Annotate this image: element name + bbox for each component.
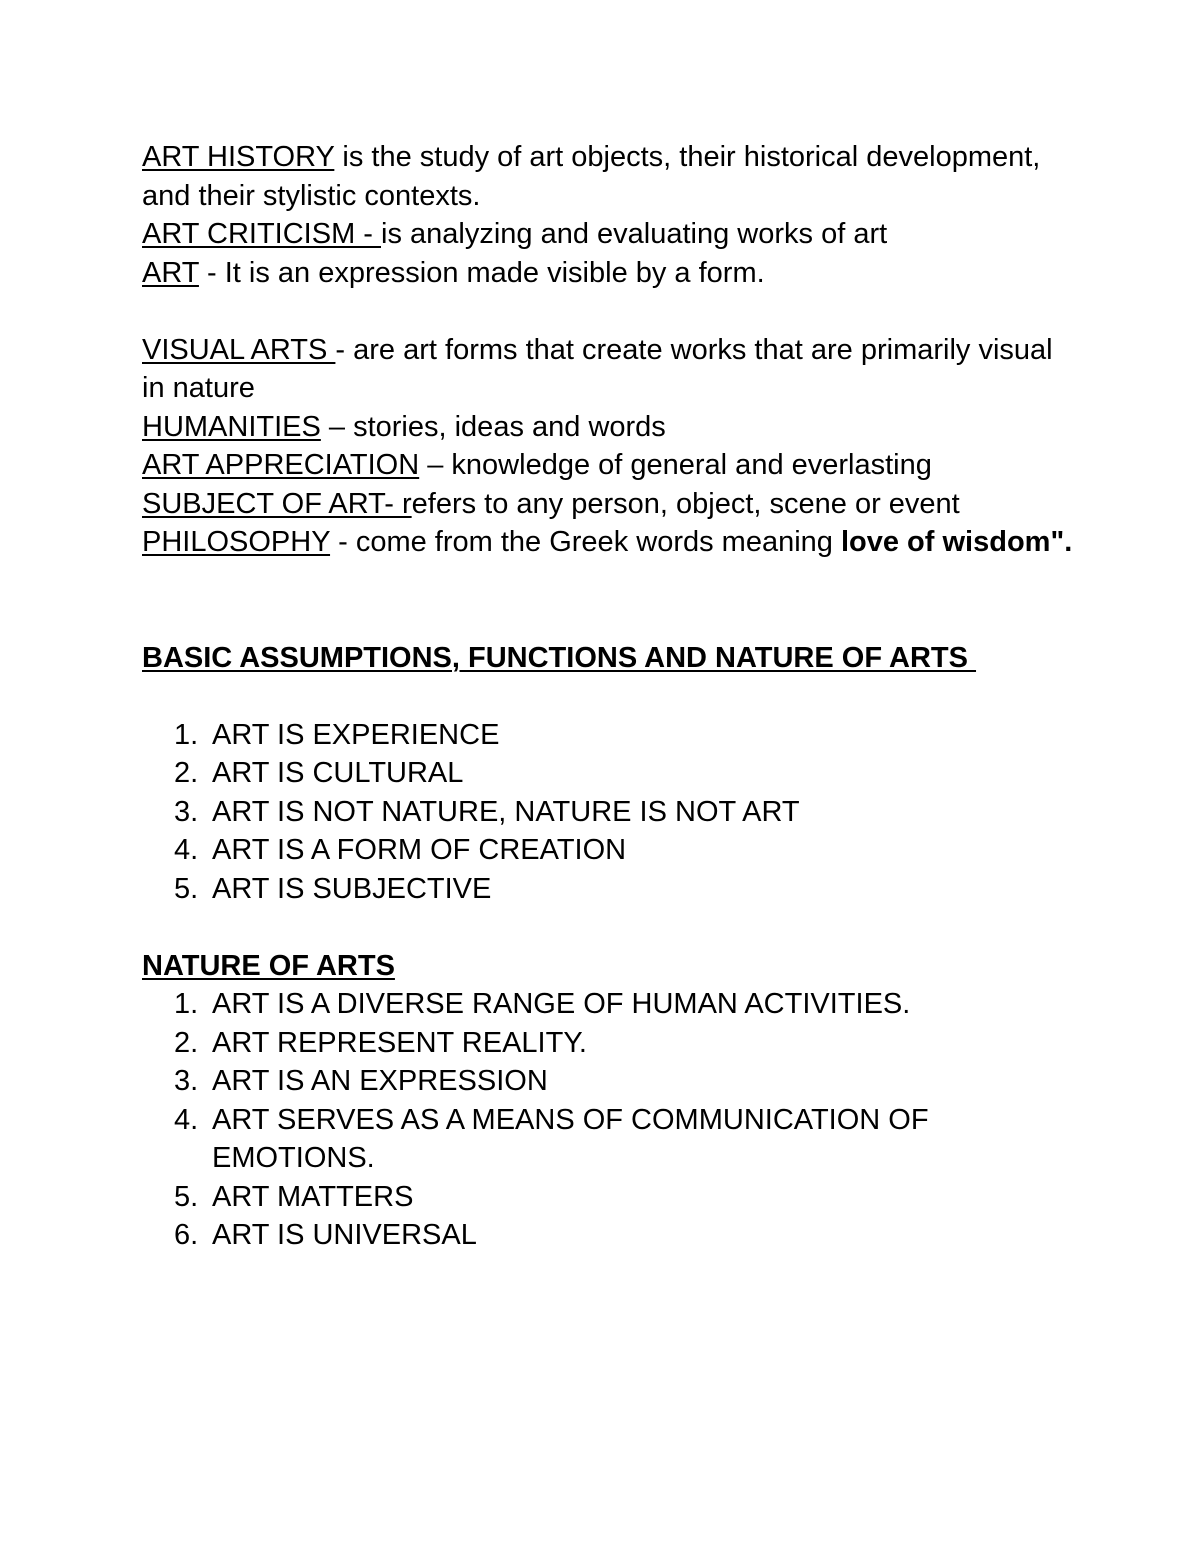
definition-text: - are art forms that create works that are primarily visual in nature [142, 333, 1053, 404]
term: SUBJECT OF ART- r [142, 487, 412, 520]
list-number: 5. [174, 1180, 199, 1213]
list-item [142, 1178, 1082, 1217]
nature-of-arts-list [142, 985, 1082, 1255]
definition-art [142, 254, 1082, 293]
list-item [142, 754, 1082, 793]
term: ART [142, 256, 199, 289]
list-text: ART IS AN EXPRESSION [212, 1065, 548, 1097]
list-item [142, 716, 1082, 755]
list-text: ART IS SUBJECTIVE [212, 872, 492, 905]
definition-art-appreciation [142, 446, 1082, 485]
list-number: 5. [174, 872, 199, 905]
list-item [142, 985, 1082, 1024]
term: HUMANITIES [142, 410, 321, 443]
list-item [142, 793, 1082, 832]
definition-text: is the study of art objects, their historical development, and their stylistic contexts. [142, 141, 1041, 212]
list-text: ART IS A FORM OF CREATION [212, 834, 627, 866]
list-text: ART IS UNIVERSAL [212, 1219, 477, 1251]
definition-text: efers to any person, object, scene or event [411, 487, 960, 520]
list-item [142, 870, 1082, 909]
definition-text: - come from the Greek words meaning [330, 526, 841, 558]
list-number: 2. [174, 757, 199, 789]
term: ART HISTORY [142, 141, 335, 173]
list-text: ART MATTERS [212, 1180, 414, 1213]
term: PHILOSOPHY [142, 526, 331, 558]
definition-visual-arts [142, 331, 1082, 408]
definition-art-criticism [142, 215, 1082, 254]
list-number: 1. [174, 988, 199, 1020]
definition-text: - It is an expression made visible by a form. [198, 256, 765, 289]
definition-philosophy [142, 523, 1082, 562]
term: ART APPRECIATION [142, 449, 420, 481]
section-heading-nature-of-arts: NATURE OF ARTS [142, 949, 395, 982]
list-text: ART IS NOT NATURE, NATURE IS NOT ART [212, 795, 800, 828]
list-item [142, 831, 1082, 870]
list-number: 1. [174, 718, 199, 751]
list-text: ART IS CULTURAL [212, 757, 464, 789]
list-item [142, 1024, 1082, 1063]
term: ART CRITICISM - [142, 218, 381, 250]
list-number: 6. [174, 1219, 199, 1251]
bold-phrase: love of wisdom". [840, 526, 1073, 558]
definition-text: is analyzing and evaluating works of art [381, 218, 888, 250]
definition-text: – stories, ideas and words [320, 410, 666, 443]
list-number: 4. [174, 1103, 199, 1136]
list-text: ART IS EXPERIENCE [212, 718, 500, 751]
list-number: 3. [174, 795, 199, 828]
definition-subject-of-art [142, 485, 1082, 524]
list-item [142, 1216, 1082, 1255]
term: VISUAL ARTS [142, 333, 336, 366]
document-page [142, 138, 1082, 1255]
list-item [142, 1101, 1082, 1178]
list-text: ART IS A DIVERSE RANGE OF HUMAN ACTIVITIES. [212, 988, 911, 1020]
list-item [142, 1062, 1082, 1101]
list-number: 2. [174, 1026, 199, 1059]
list-number: 3. [174, 1065, 199, 1097]
definition-humanities [142, 408, 1082, 447]
list-text: ART REPRESENT REALITY. [212, 1026, 587, 1059]
section-heading-basic-assumptions: BASIC ASSUMPTIONS, FUNCTIONS AND NATURE OF ARTS [142, 641, 977, 674]
basic-assumptions-list [142, 716, 1082, 909]
list-text: ART SERVES AS A MEANS OF COMMUNICATION OF EMOTIONS. [212, 1103, 929, 1174]
list-number: 4. [174, 834, 199, 866]
definition-art-history [142, 138, 1082, 215]
definition-text: – knowledge of general and everlasting [419, 449, 932, 481]
